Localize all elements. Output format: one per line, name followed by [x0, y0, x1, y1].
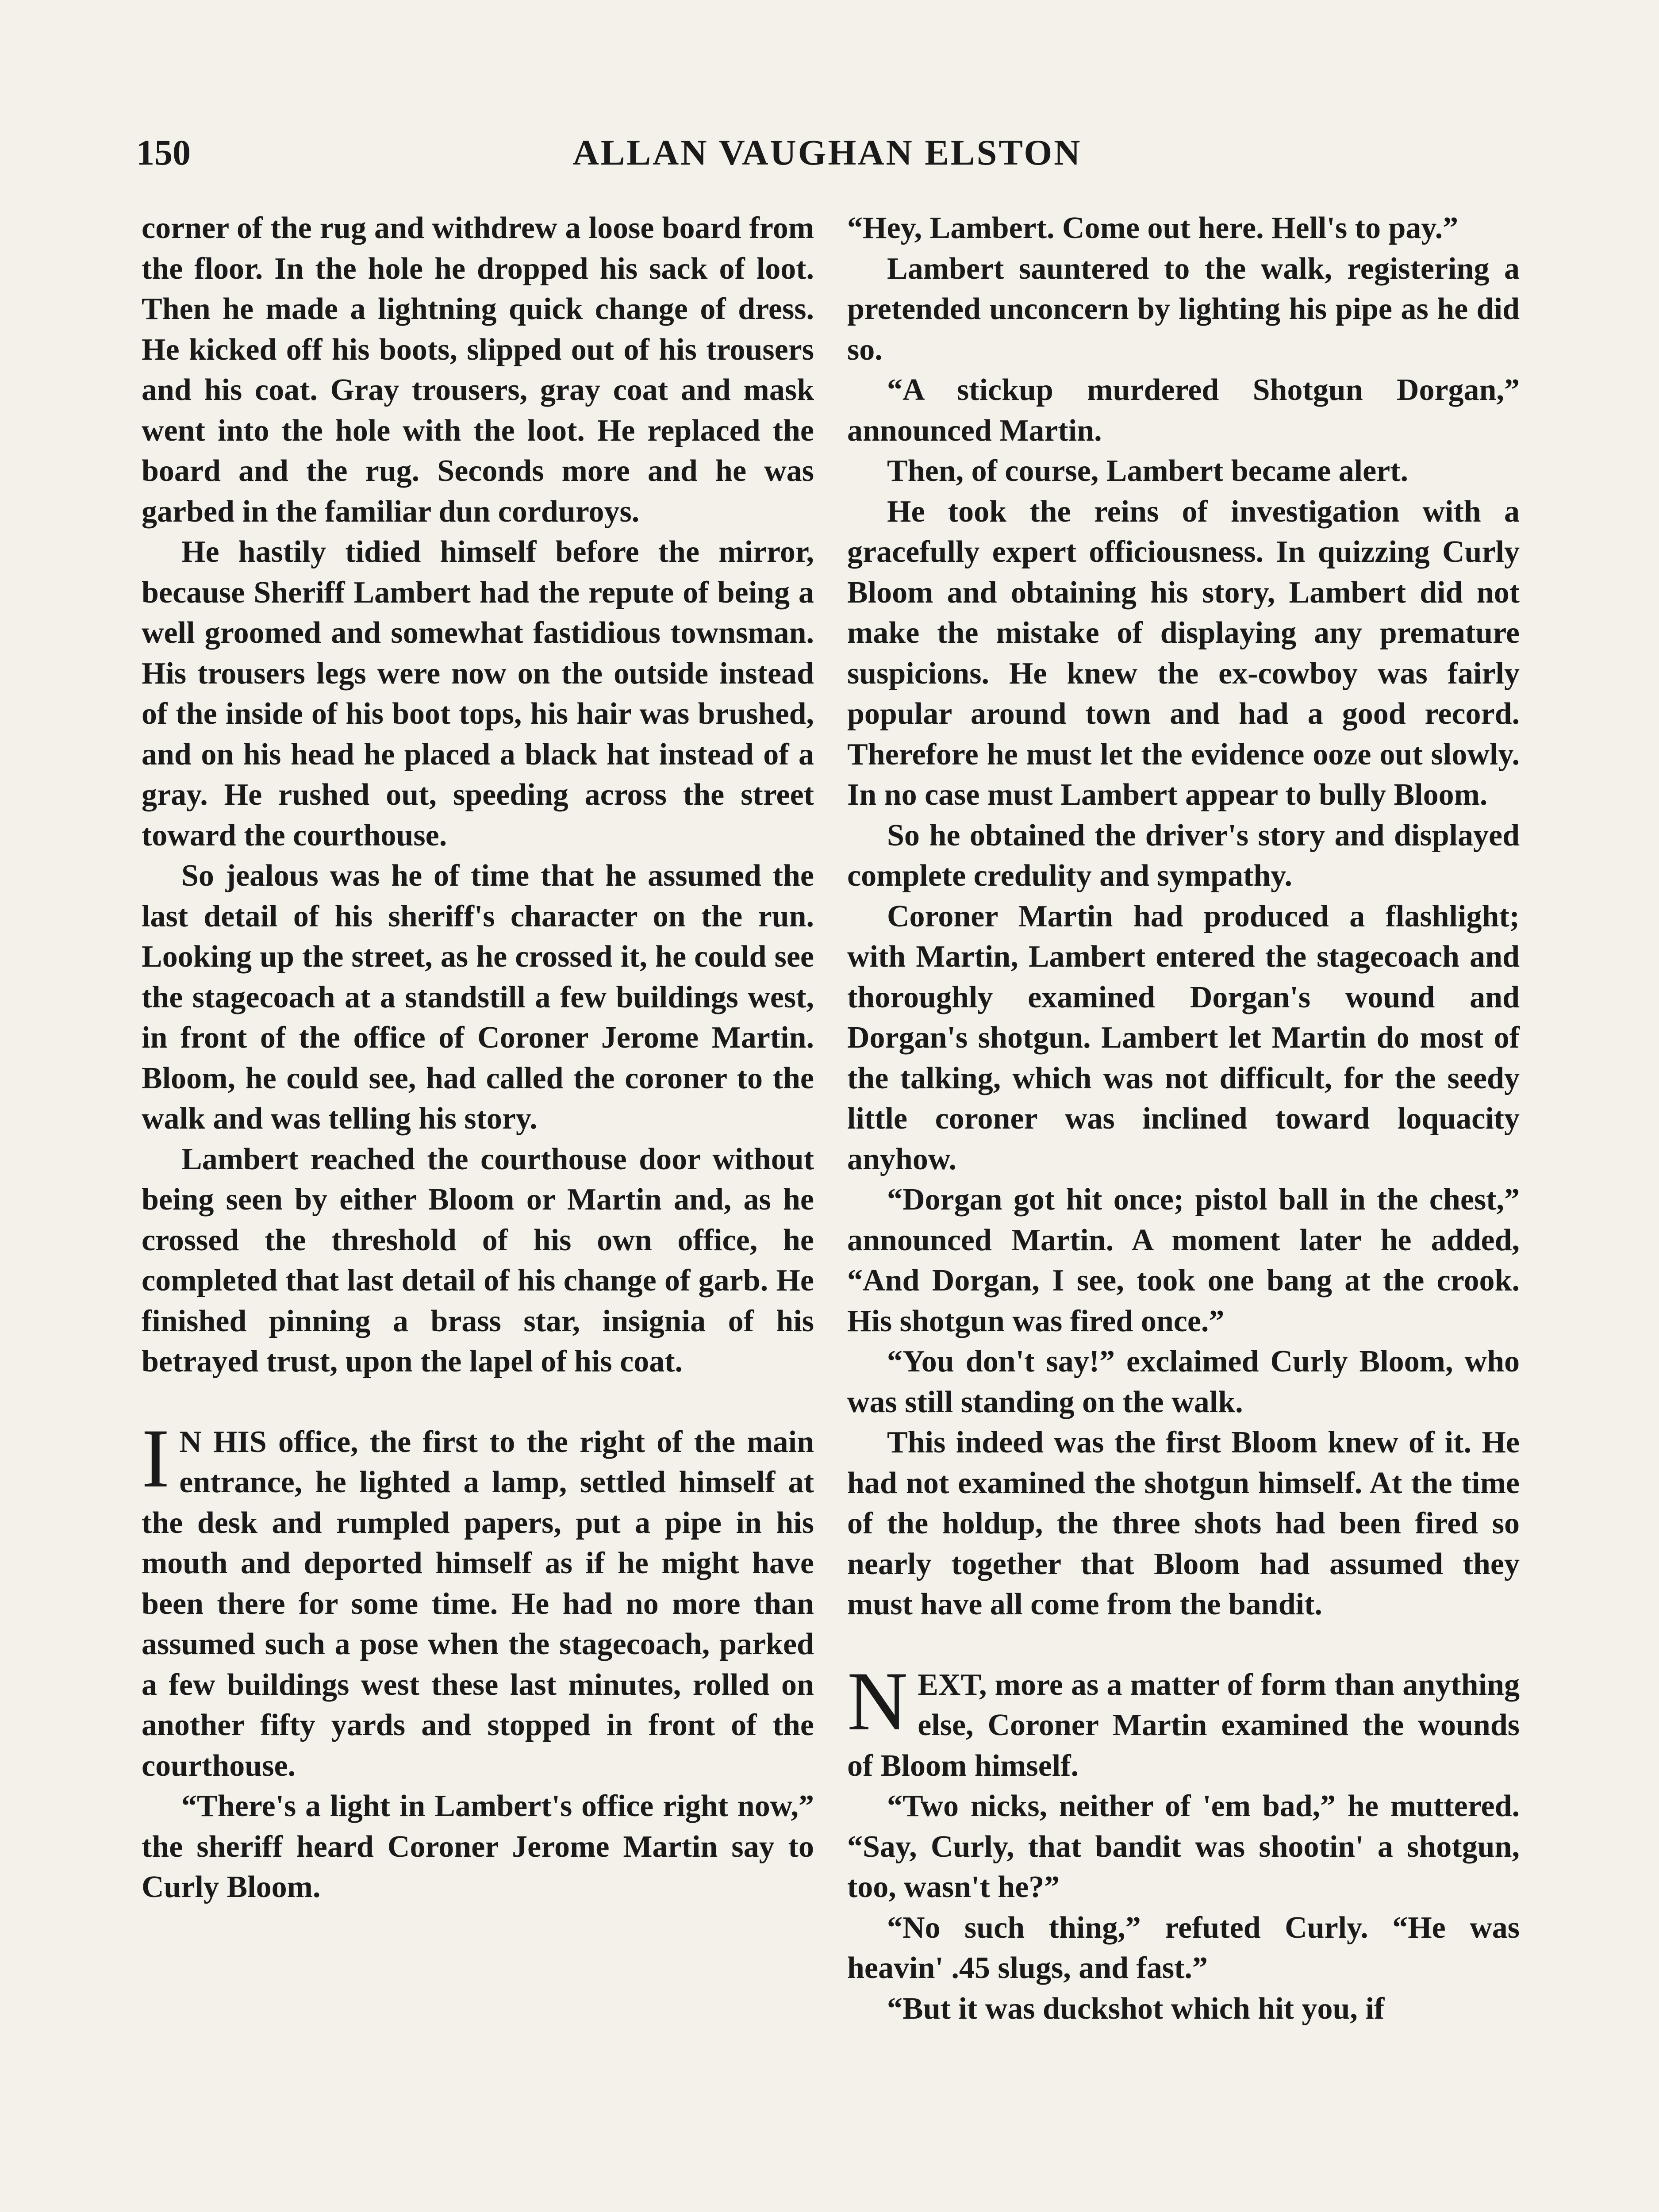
- paragraph: corner of the rug and withdrew a loose board from the floor. In the hole he dropped his sack of loot. Then he made a lightning quick change of dress. He kicked off his boots, slipped out of his trousers and his coat. Gray trousers, gray coat and mask went into the hole with the loot. He replaced the board and the rug. Seconds more and he was garbed in the familiar dun corduroys.: [142, 211, 814, 529]
- paragraph: Lambert reached the courthouse door without being seen by either Bloom or Martin and, as he crossed the threshold of his own office, he completed that last detail of his change of garb. He finished pinning a brass star, insignia of his betrayed trust, upon the lapel of his coat.: [142, 1142, 814, 1379]
- page-number: 150: [136, 132, 191, 173]
- left-column: [142, 208, 814, 1908]
- paragraph-text: EXT, more as a matter of form than anything else, Coroner Martin examined the wounds of Bloom himself.: [847, 1667, 1520, 1783]
- drop-cap: N: [847, 1655, 908, 1748]
- paragraph: Then, of course, Lambert became alert.: [887, 454, 1409, 488]
- paragraph: “There's a light in Lambert's office right now,” the sheriff heard Coroner Jerome Martin say to Curly Bloom.: [142, 1789, 814, 1904]
- paragraph: “No such thing,” refuted Curly. “He was heavin' .45 slugs, and fast.”: [847, 1910, 1520, 1985]
- section-paragraph: [142, 1412, 814, 1786]
- paragraph: Coroner Martin had produced a flashlight; with Martin, Lambert entered the stagecoach and thoroughly examined Dorgan's wound and Dorgan's shotgun. Lambert let Martin do most of the talking, which was not difficult, for the seedy little coroner was inclined toward loquacity anyhow.: [847, 899, 1520, 1176]
- paragraph: Lambert sauntered to the walk, registering a pretended unconcern by lighting his pipe as he did so.: [847, 251, 1520, 367]
- paragraph: So he obtained the driver's story and displayed complete credulity and sympathy.: [847, 818, 1520, 893]
- paragraph: He took the reins of investigation with a gracefully expert officiousness. In quizzing Curly Bloom and obtaining his story, Lambert did not make the mistake of displaying any premature suspicions. He knew the ex-cowboy was fairly popular around town and had a good record. Therefore he must let the evidence ooze out slowly. In no case must Lambert appear to bully Bloom.: [847, 494, 1520, 812]
- paragraph: “Dorgan got hit once; pistol ball in the chest,” announced Martin. A moment later he added, “And Dorgan, I see, took one bang at the crook. His shotgun was fired once.”: [847, 1183, 1520, 1338]
- paragraph: This indeed was the first Bloom knew of it. He had not examined the shotgun himself. At the time of the holdup, the three shots had been fired so nearly together that Bloom had assumed they must have all come from the bandit.: [847, 1425, 1520, 1621]
- page-header: [133, 128, 1522, 177]
- paragraph: “Two nicks, neither of 'em bad,” he muttered. “Say, Curly, that bandit was shootin' a shotgun, too, wasn't he?”: [847, 1789, 1520, 1904]
- paragraph: “But it was duckshot which hit you, if: [887, 1991, 1385, 2026]
- section-paragraph: [847, 1655, 1520, 1786]
- paragraph: So jealous was he of time that he assumed the last detail of his sheriff's character on the run. Looking up the street, as he crossed it, he could see the stagecoach at a standstill a few buildings west, in front of the office of Coroner Jerome Martin. Bloom, he could see, had called the coroner to the walk and was telling his story.: [142, 859, 814, 1136]
- paragraph: He hastily tidied himself before the mirror, because Sheriff Lambert had the repute of being a well groomed and somewhat fastidious townsman. His trousers legs were now on the outside instead of the inside of his boot tops, his hair was brushed, and on his head he placed a black hat instead of a gray. He rushed out, speeding across the street toward the courthouse.: [142, 535, 814, 853]
- paragraph: “Hey, Lambert. Come out here. Hell's to pay.”: [847, 211, 1459, 245]
- paragraph-text: N HIS office, the first to the right of the main entrance, he lighted a lamp, settled himself at the desk and rumpled papers, put a pipe in his mouth and deported himself as if he might have been there for some time. He had no more than assumed such a pose when the stagecoach, parked a few buildings west these last minutes, rolled on another fifty yards and stopped in front of the courthouse.: [142, 1425, 814, 1783]
- right-column: [847, 208, 1520, 2029]
- paragraph: “You don't say!” exclaimed Curly Bloom, who was still standing on the walk.: [847, 1344, 1520, 1419]
- paragraph: “A stickup murdered Shotgun Dorgan,” announced Martin.: [847, 373, 1520, 448]
- running-head-author: ALLAN VAUGHAN ELSTON: [572, 132, 1082, 173]
- drop-cap: I: [142, 1412, 170, 1505]
